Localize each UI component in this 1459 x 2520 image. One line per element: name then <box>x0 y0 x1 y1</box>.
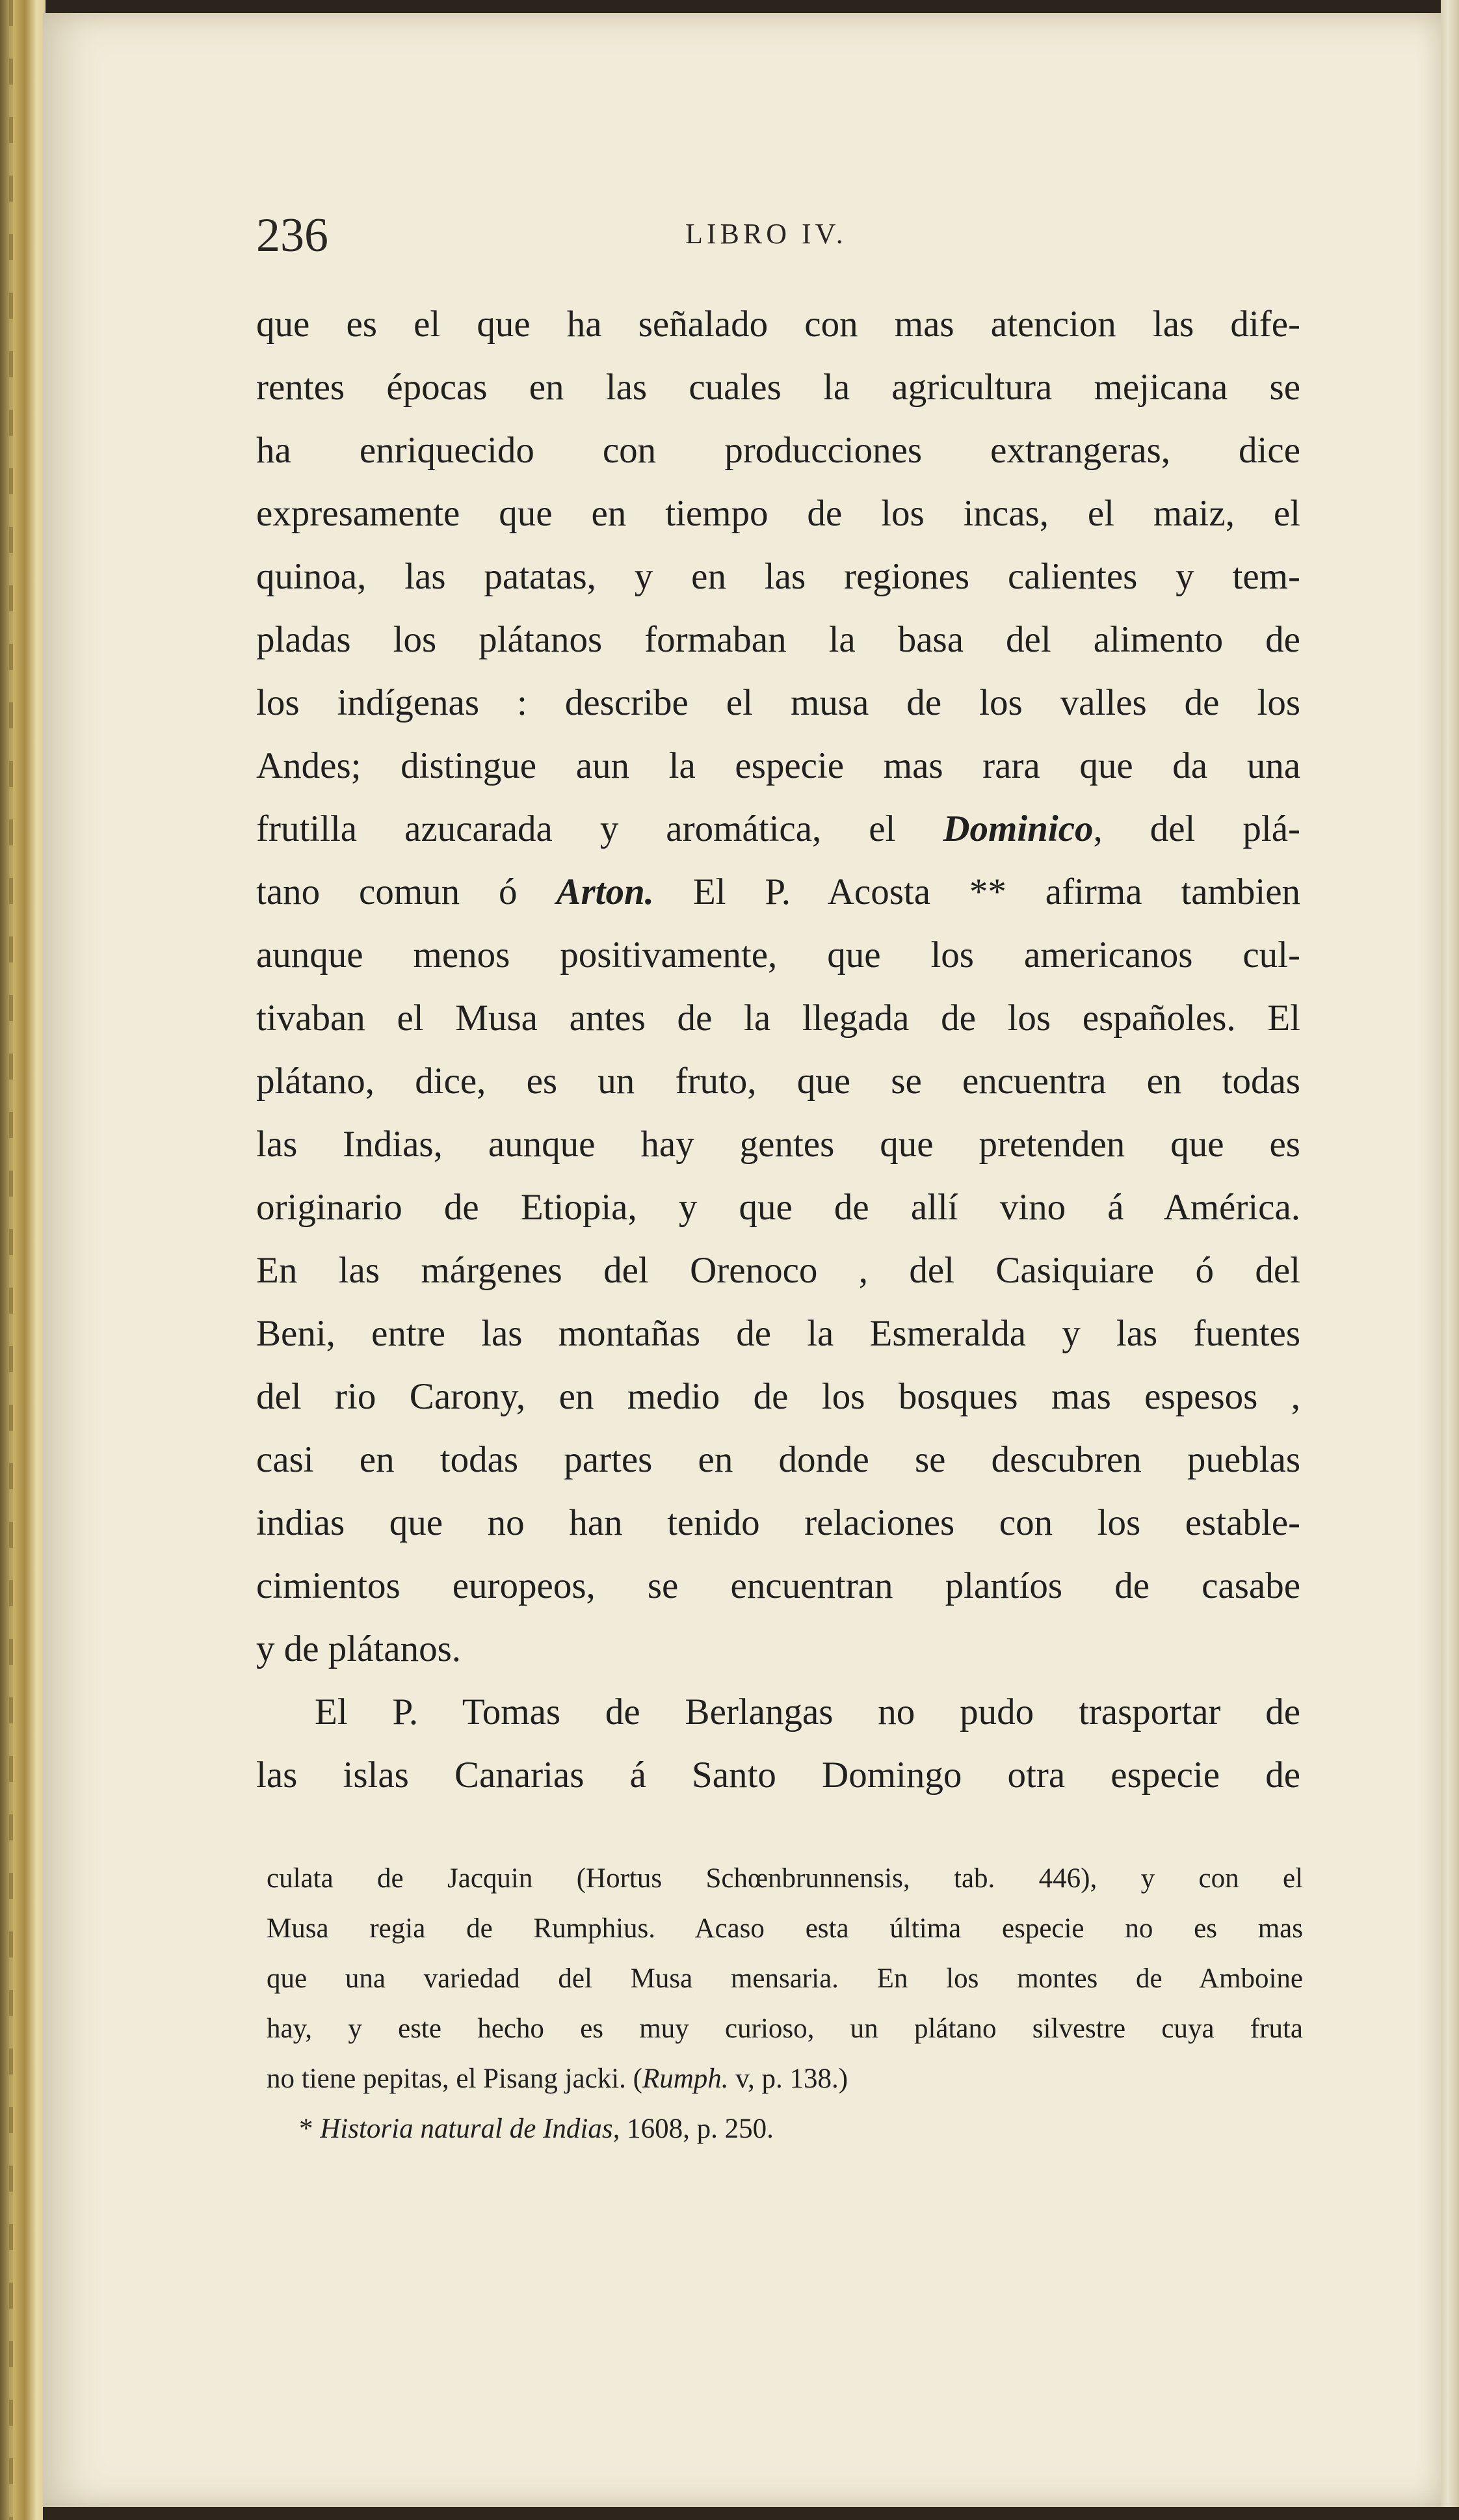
text-line: expresamente que en tiempo de los incas, el maiz, el <box>256 493 1300 534</box>
page-right-edge <box>1441 0 1459 2520</box>
footnote-marker: * <box>299 2114 321 2144</box>
book-spine-edge <box>0 0 46 2520</box>
main-text-block <box>256 293 1300 1807</box>
text-line: plátano, dice, es un fruto, que se encuentra en todas <box>256 1061 1300 1102</box>
text-line: tivaban el Musa antes de la llegada de los españoles. El <box>256 998 1300 1039</box>
footnote-line <box>267 2054 1303 2104</box>
footnotes-block <box>267 1853 1303 2154</box>
text-segment: , del plá- <box>1093 808 1300 849</box>
text-line: las islas Canarias á Santo Domingo otra especie de <box>256 1755 1300 1796</box>
text-line: quinoa, las patatas, y en las regiones calientes y tem- <box>256 556 1300 597</box>
text-line: y de plátanos. <box>256 1628 462 1669</box>
italic-term-arton: Arton. <box>556 871 654 912</box>
text-line: cimientos europeos, se encuentran plantíos de casabe <box>256 1565 1300 1606</box>
text-line: Andes; distingue aun la especie mas rara que da una <box>256 745 1300 786</box>
text-segment: no tiene pepitas, el Pisang jacki. ( <box>267 2063 642 2094</box>
footnote-line: hay, y este hecho es muy curioso, un plátano silvestre cuya fruta <box>267 2013 1303 2044</box>
footnote-star-line <box>267 2104 1303 2154</box>
text-line: indias que no han tenido relaciones con los estable- <box>256 1502 1300 1543</box>
text-segment: tano comun ó <box>256 871 557 912</box>
text-line-paragraph-start: El P. Tomas de Berlangas no pudo trasportar de <box>315 1691 1300 1732</box>
page-header <box>256 208 1296 286</box>
text-line: que es el que ha señalado con mas atencion las dife- <box>256 304 1300 345</box>
text-line: ha enriquecido con producciones extrangeras, dice <box>256 430 1300 471</box>
text-segment: 1608, p. 250. <box>620 2114 774 2144</box>
text-line: del rio Carony, en medio de los bosques mas espesos , <box>256 1376 1300 1417</box>
footnote-line: que una variedad del Musa mensaria. En los montes de Amboine <box>267 1963 1303 1994</box>
italic-term-dominico: Dominico <box>943 808 1094 849</box>
text-line: aunque menos positivamente, que los americanos cul- <box>256 935 1300 975</box>
footnote-line: culata de Jacquin (Hortus Schœnbrunnensis, tab. 446), y con el <box>267 1863 1303 1894</box>
text-line: casi en todas partes en donde se descubren pueblas <box>256 1439 1300 1480</box>
page-bottom-edge <box>43 2507 1459 2520</box>
running-head: LIBRO IV. <box>685 218 847 250</box>
italic-citation: Historia natural de Indias, <box>320 2114 620 2144</box>
footnote-line: Musa regia de Rumphius. Acaso esta última especie no es mas <box>267 1913 1303 1944</box>
text-line: pladas los plátanos formaban la basa del alimento de <box>256 619 1300 660</box>
text-segment: v, p. 138.) <box>728 2063 848 2094</box>
text-segment: frutilla azucarada y aromática, el <box>256 808 943 849</box>
text-line: las Indias, aunque hay gentes que pretenden que es <box>256 1124 1300 1165</box>
text-segment: El P. Acosta ** afirma tambien <box>653 871 1301 912</box>
page-number: 236 <box>256 209 328 262</box>
text-line <box>256 797 1300 860</box>
text-line: Beni, entre las montañas de la Esmeralda y las fuentes <box>256 1313 1300 1354</box>
text-line <box>256 860 1300 923</box>
text-line: En las márgenes del Orenoco , del Casiquiare ó del <box>256 1250 1300 1291</box>
text-line: rentes épocas en las cuales la agricultura mejicana se <box>256 367 1300 408</box>
text-line: originario de Etiopia, y que de allí vino á América. <box>256 1187 1300 1228</box>
text-line: los indígenas : describe el musa de los valles de los <box>256 682 1300 723</box>
italic-citation: Rumph. <box>642 2063 729 2094</box>
